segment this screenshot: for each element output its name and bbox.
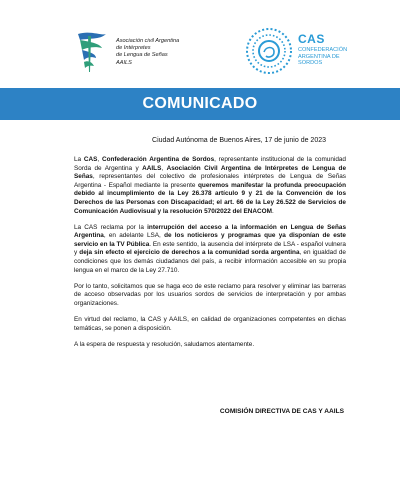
cas-sub-line: CONFEDERACIÓN xyxy=(298,47,348,53)
text: , representantes del colectivo de profesionales intérpretes de Lengua de Señas Argentina - Español mediante la presente xyxy=(74,173,346,189)
letterhead xyxy=(0,0,400,88)
bold-text: interrupción del acceso a la información en Lengua de Señas Argentina xyxy=(74,223,346,240)
paragraph xyxy=(74,156,346,216)
bold-text: CAS xyxy=(83,156,98,163)
cas-logo-icon xyxy=(244,26,294,76)
paragraph xyxy=(74,316,346,333)
aails-line: AAILS xyxy=(116,59,132,66)
text: , en adelante LSA, xyxy=(103,232,165,240)
text: En virtud del reclamo, la CAS y AAILS, en calidad de organizaciones competentes en dichas temáticas, se ponen a disposición. xyxy=(74,316,346,332)
letter-body xyxy=(74,156,346,357)
cas-name: CAS xyxy=(298,32,325,46)
text: . xyxy=(271,207,274,215)
aails-line: Asociación civil Argentina xyxy=(116,38,180,44)
bold-text: deja sin efecto el ejercicio de derechos a la comunidad sorda argentina xyxy=(79,249,300,257)
signature: COMISIÓN DIRECTIVA DE CAS Y AAILS xyxy=(219,408,344,415)
paragraph xyxy=(74,224,346,276)
text: La CAS reclama por la xyxy=(74,223,148,231)
bold-text: Asociación Civil Argentina de Intérpretes de Lengua de Señas xyxy=(74,164,347,181)
paragraph xyxy=(74,283,346,309)
document-title: COMUNICADO xyxy=(142,95,258,112)
bold-text: Confederación Argentina de Sordos xyxy=(101,156,215,163)
text: , xyxy=(161,164,167,172)
text: A la espera de respuesta y resolución, saludamos atentamente. xyxy=(74,340,255,348)
date-line: Ciudad Autónoma de Buenos Aires, 17 de junio de 2023 xyxy=(152,137,326,144)
text: . En este sentido, la ausencia del intérprete de LSA - español vulnera y xyxy=(74,240,346,257)
text: Por lo tanto, solicitamos que se haga eco de este reclamo para resolver y eliminar las barreras de acceso observadas por los usuarios sordos de servicios de interpretación y por ambas organizaciones. xyxy=(74,282,346,307)
aails-logo-icon xyxy=(70,28,110,74)
aails-line: de Intérpretes xyxy=(116,45,151,52)
aails-name xyxy=(116,38,216,67)
text: , representante institucional de la comunidad Sorda de Argentina y xyxy=(74,156,346,172)
bold-text: de los noticieros y programas que ya disponían de este servicio en la TV Pública xyxy=(74,232,346,248)
text: , en igualdad de condiciones que los demás ciudadanos del país, a recibir información accesible en su propia lengua en el marco de la Ley 27.710. xyxy=(74,249,346,274)
bold-text: AAILS xyxy=(142,164,162,172)
cas-sub-line: ARGENTINA DE xyxy=(298,53,340,60)
cas-sub-line: SORDOS xyxy=(298,60,323,67)
aails-line: de Lengua de Señas xyxy=(116,52,168,59)
title-banner xyxy=(0,88,400,120)
bold-text: queremos manifestar la profunda preocupación debido al incumplimiento de la Ley 26.378 artículo 9 y 21 de la Convención de los Derechos de las Personas con Discapacidad; el art. 66 de la Ley 26.522 de Servicios de Comunicación Audiovisual y la resolución 570/2022 del ENACOM xyxy=(74,181,346,215)
text: La xyxy=(74,156,84,163)
text: , xyxy=(97,156,102,163)
cas-subtitle xyxy=(298,47,378,67)
paragraph xyxy=(74,341,346,350)
